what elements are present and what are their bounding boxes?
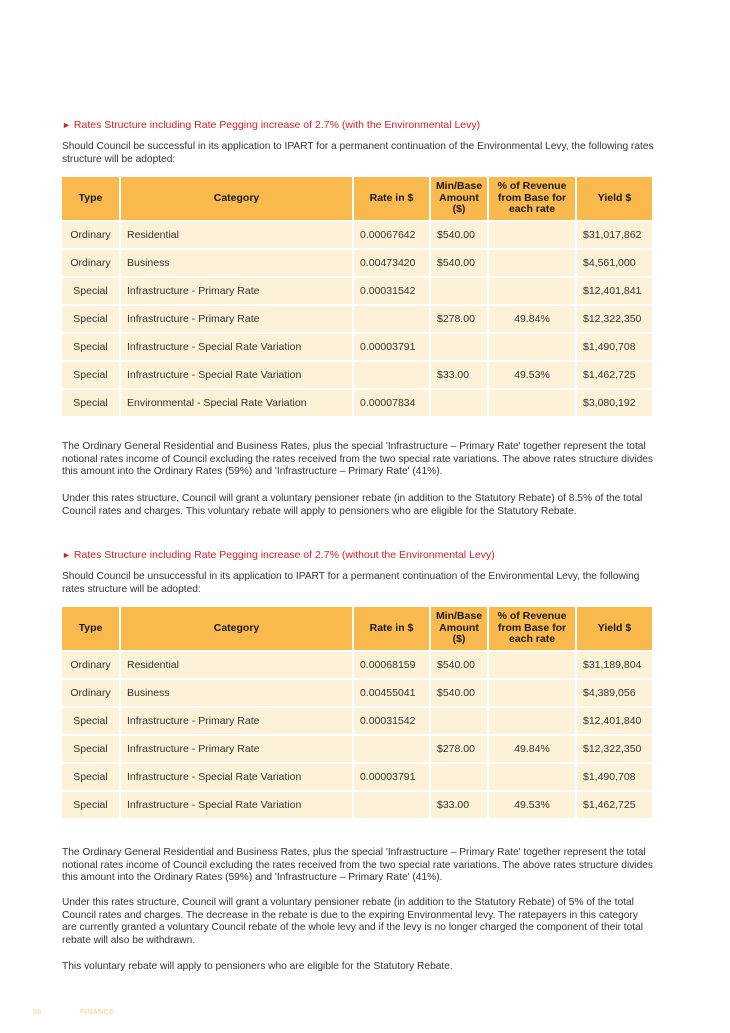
rate-cell: [353, 361, 430, 389]
table-header-row: [62, 607, 652, 651]
revenue-percent-cell: [488, 249, 576, 277]
yield-cell: $12,401,840: [576, 707, 652, 735]
rate-cell: 0.00003791: [353, 333, 430, 361]
yield-cell: $12,322,350: [576, 735, 652, 763]
min-base-cell: [430, 333, 488, 361]
category-cell: Business: [120, 679, 353, 707]
rate-cell: [353, 305, 430, 333]
table-row: [62, 305, 652, 333]
type-cell: Special: [62, 707, 120, 735]
revenue-percent-cell: [488, 763, 576, 791]
type-cell: Special: [62, 389, 120, 417]
column-header: Rate in $: [353, 177, 430, 221]
category-cell: Residential: [120, 651, 353, 679]
notional-income-paragraph: The Ordinary General Residential and Business Rates, plus the special 'Infrastructure – Primary Rate' together represent the total notional rates income of Council excluding the rates received from the two special rate variations. The above rates structure divides this amount into the Ordinary Rates (59%) and 'Infrastructure – Primary Rate' (41%).: [62, 847, 653, 884]
table-row: [62, 651, 652, 679]
type-cell: Special: [62, 277, 120, 305]
yield-cell: $12,322,350: [576, 305, 652, 333]
notional-income-paragraph: The Ordinary General Residential and Business Rates, plus the special 'Infrastructure – Primary Rate' together represent the total notional rates income of Council excluding the rates received from the two special rate variations. The above rates structure divides this amount into the Ordinary Rates (59%) and 'Infrastructure – Primary Rate' (41%).: [62, 441, 653, 478]
type-cell: Ordinary: [62, 249, 120, 277]
column-header: Type: [62, 607, 120, 651]
page-number: 66: [33, 1009, 42, 1016]
intro-paragraph: Should Council be successful in its application to IPART for a permanent continuation of the Environmental Levy, the following rates structure will be adopted:: [62, 141, 654, 165]
column-header: Type: [62, 177, 120, 221]
table-row: [62, 249, 652, 277]
column-header: Rate in $: [353, 607, 430, 651]
column-header: Min/Base Amount ($): [430, 177, 488, 221]
triangle-bullet-icon: ►: [62, 120, 71, 130]
type-cell: Ordinary: [62, 221, 120, 249]
section-heading-text: Rates Structure including Rate Pegging increase of 2.7% (without the Environmental Levy): [73, 549, 495, 561]
revenue-percent-cell: [488, 679, 576, 707]
rate-cell: [353, 791, 430, 819]
min-base-cell: $540.00: [430, 249, 488, 277]
revenue-percent-cell: [488, 333, 576, 361]
category-cell: Infrastructure - Special Rate Variation: [120, 791, 353, 819]
table-row: [62, 277, 652, 305]
column-header: Yield $: [576, 607, 652, 651]
min-base-cell: $278.00: [430, 735, 488, 763]
rate-cell: [353, 735, 430, 763]
min-base-cell: $540.00: [430, 651, 488, 679]
table-header-row: [62, 177, 652, 221]
category-cell: Infrastructure - Primary Rate: [120, 707, 353, 735]
column-header: Category: [120, 607, 353, 651]
rates-table-with-levy: [62, 177, 652, 418]
yield-cell: $4,389,056: [576, 679, 652, 707]
yield-cell: $1,462,725: [576, 791, 652, 819]
category-cell: Infrastructure - Primary Rate: [120, 277, 353, 305]
type-cell: Special: [62, 361, 120, 389]
rate-cell: 0.00473420: [353, 249, 430, 277]
revenue-percent-cell: [488, 277, 576, 305]
type-cell: Special: [62, 791, 120, 819]
section-heading-without-levy: [62, 549, 495, 561]
category-cell: Infrastructure - Special Rate Variation: [120, 333, 353, 361]
type-cell: Special: [62, 735, 120, 763]
category-cell: Residential: [120, 221, 353, 249]
min-base-cell: $33.00: [430, 361, 488, 389]
yield-cell: $31,017,862: [576, 221, 652, 249]
min-base-cell: $540.00: [430, 221, 488, 249]
table-row: [62, 791, 652, 819]
table-row: [62, 735, 652, 763]
table-row: [62, 361, 652, 389]
category-cell: Infrastructure - Primary Rate: [120, 735, 353, 763]
table-row: [62, 707, 652, 735]
section-heading-text: Rates Structure including Rate Pegging increase of 2.7% (with the Environmental Levy): [73, 119, 481, 131]
type-cell: Special: [62, 305, 120, 333]
yield-cell: $1,462,725: [576, 361, 652, 389]
rates-table-without-levy: [62, 607, 652, 820]
pensioner-rebate-paragraph: Under this rates structure, Council will grant a voluntary pensioner rebate (in addition to the Statutory Rebate) of 8.5% of the total Council rates and charges. This voluntary rebate will apply to pensioners who are eligible for the Statutory Rebate.: [62, 493, 643, 517]
min-base-cell: [430, 707, 488, 735]
min-base-cell: $540.00: [430, 679, 488, 707]
yield-cell: $12,401,841: [576, 277, 652, 305]
rate-cell: 0.00031542: [353, 707, 430, 735]
table-row: [62, 221, 652, 249]
min-base-cell: [430, 763, 488, 791]
yield-cell: $1,490,708: [576, 333, 652, 361]
min-base-cell: [430, 277, 488, 305]
pensioner-rebate-paragraph: Under this rates structure, Council will grant a voluntary pensioner rebate (in addition to the Statutory Rebate) of 5% of the total Council rates and charges. The decrease in the rebate is due to the expiring Environmental levy. The ratepayers in this category are currently granted a voluntary Council rebate of the whole levy and if the levy is no longer charged the component of their total rebate will also be withdrawn.: [62, 897, 644, 946]
rate-cell: 0.00007834: [353, 389, 430, 417]
intro-paragraph: Should Council be unsuccessful in its application to IPART for a permanent continuation of the Environmental Levy, the following rates structure will be adopted:: [62, 571, 640, 595]
category-cell: Business: [120, 249, 353, 277]
rate-cell: 0.00068159: [353, 651, 430, 679]
rate-cell: 0.00067642: [353, 221, 430, 249]
column-header: Yield $: [576, 177, 652, 221]
yield-cell: $31,189,804: [576, 651, 652, 679]
min-base-cell: $278.00: [430, 305, 488, 333]
column-header: Category: [120, 177, 353, 221]
category-cell: Infrastructure - Special Rate Variation: [120, 763, 353, 791]
category-cell: Environmental - Special Rate Variation: [120, 389, 353, 417]
rate-cell: 0.00003791: [353, 763, 430, 791]
type-cell: Ordinary: [62, 651, 120, 679]
yield-cell: $4,561,000: [576, 249, 652, 277]
table-row: [62, 763, 652, 791]
revenue-percent-cell: 49.53%: [488, 361, 576, 389]
triangle-bullet-icon: ►: [62, 550, 71, 560]
type-cell: Special: [62, 763, 120, 791]
table-row: [62, 679, 652, 707]
column-header: % of Revenue from Base for each rate: [488, 177, 576, 221]
section-heading-with-levy: [62, 119, 480, 131]
revenue-percent-cell: 49.84%: [488, 305, 576, 333]
table-row: [62, 333, 652, 361]
type-cell: Special: [62, 333, 120, 361]
revenue-percent-cell: [488, 389, 576, 417]
column-header: Min/Base Amount ($): [430, 607, 488, 651]
category-cell: Infrastructure - Special Rate Variation: [120, 361, 353, 389]
type-cell: Ordinary: [62, 679, 120, 707]
revenue-percent-cell: 49.53%: [488, 791, 576, 819]
revenue-percent-cell: [488, 651, 576, 679]
min-base-cell: [430, 389, 488, 417]
yield-cell: $3,080,192: [576, 389, 652, 417]
revenue-percent-cell: [488, 707, 576, 735]
revenue-percent-cell: [488, 221, 576, 249]
revenue-percent-cell: 49.84%: [488, 735, 576, 763]
yield-cell: $1,490,708: [576, 763, 652, 791]
category-cell: Infrastructure - Primary Rate: [120, 305, 353, 333]
column-header: % of Revenue from Base for each rate: [488, 607, 576, 651]
rate-cell: 0.00031542: [353, 277, 430, 305]
footer-section-label: FINANCE: [80, 1009, 115, 1016]
table-row: [62, 389, 652, 417]
eligibility-paragraph: This voluntary rebate will apply to pensioners who are eligible for the Statutory Rebate.: [62, 961, 453, 972]
rate-cell: 0.00455041: [353, 679, 430, 707]
min-base-cell: $33.00: [430, 791, 488, 819]
